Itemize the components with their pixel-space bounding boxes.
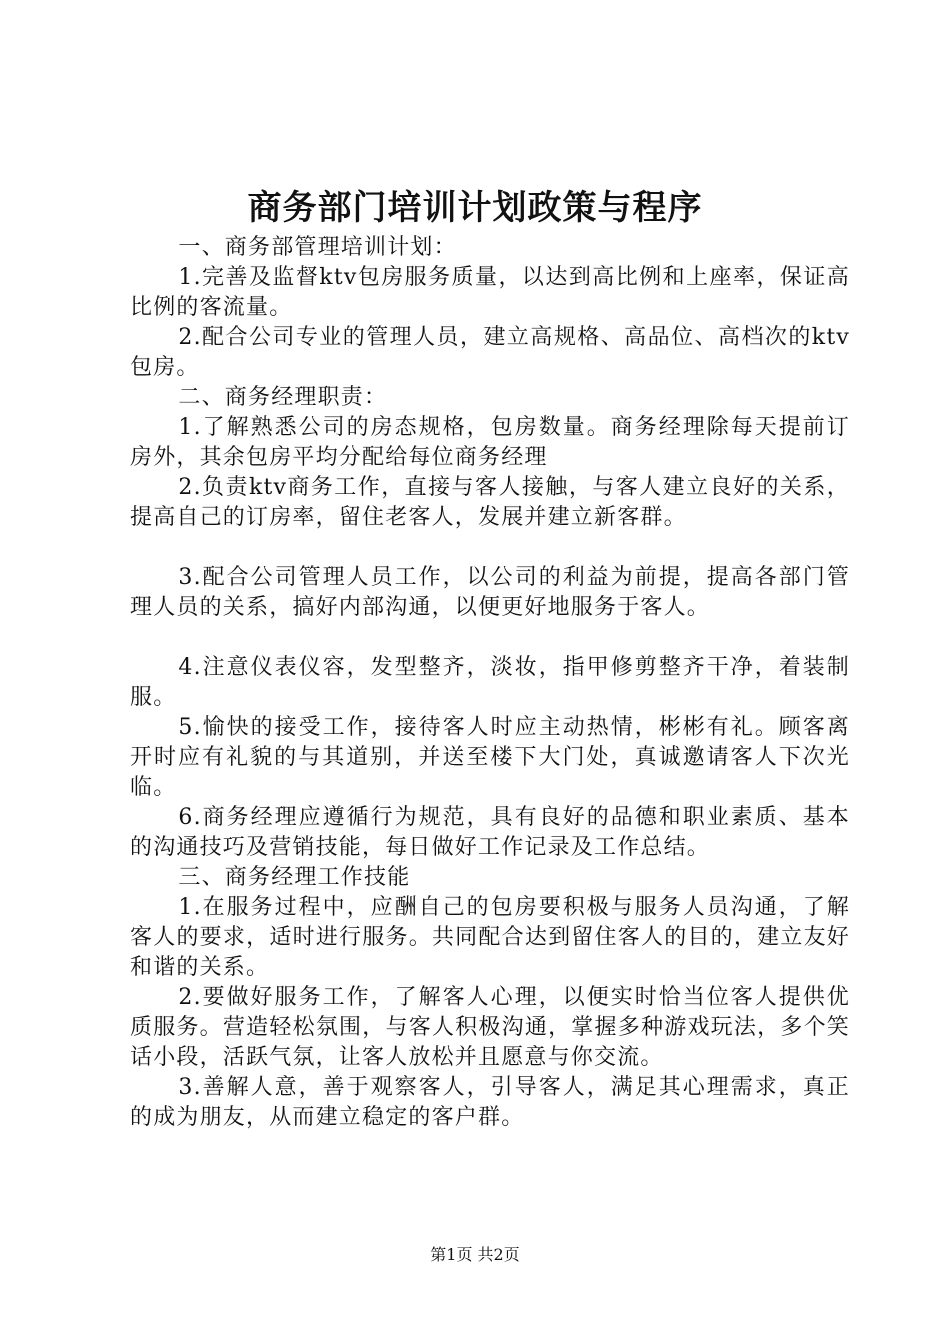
paragraph: 2.负责ktv商务工作，直接与客人接触，与客人建立良好的关系，提高自己的订房率，留住老客人，发展并建立新客群。 xyxy=(130,475,850,530)
paragraph: 2.配合公司专业的管理人员，建立高规格、高品位、高档次的ktv包房。 xyxy=(130,325,850,380)
paragraph: 1.在服务过程中，应酬自己的包房要积极与服务人员沟通，了解客人的要求，适时进行服务。共同配合达到留住客人的目的，建立友好和谐的关系。 xyxy=(130,895,850,980)
document-title: 商务部门培训计划政策与程序 xyxy=(247,188,703,228)
paragraph: 1.完善及监督ktv包房服务质量，以达到高比例和上座率，保证高比例的客流量。 xyxy=(130,265,850,320)
section-heading: 一、商务部管理培训计划： xyxy=(178,235,457,260)
paragraph: 3.配合公司管理人员工作，以公司的利益为前提，提高各部门管理人员的关系，搞好内部沟通，以便更好地服务于客人。 xyxy=(130,565,850,620)
document-body xyxy=(130,233,850,1133)
paragraph: 2.要做好服务工作，了解客人心理，以便实时恰当位客人提供优质服务。营造轻松氛围，与客人积极沟通，掌握多种游戏玩法，多个笑话小段，活跃气氛，让客人放松并且愿意与你交流。 xyxy=(130,985,850,1070)
paragraph: 4.注意仪表仪容，发型整齐，淡妆，指甲修剪整齐干净，着装制服。 xyxy=(130,655,850,710)
page-footer: 第1页 共2页 xyxy=(430,1245,520,1264)
blank-line xyxy=(130,533,850,563)
paragraph: 1.了解熟悉公司的房态规格，包房数量。商务经理除每天提前订房外，其余包房平均分配给每位商务经理 xyxy=(130,415,850,470)
paragraph: 3.善解人意，善于观察客人，引导客人，满足其心理需求，真正的成为朋友，从而建立稳定的客户群。 xyxy=(130,1075,850,1130)
section-heading: 二、商务经理职责： xyxy=(178,385,388,410)
paragraph: 6.商务经理应遵循行为规范，具有良好的品德和职业素质、基本的沟通技巧及营销技能，每日做好工作记录及工作总结。 xyxy=(130,805,850,860)
blank-line xyxy=(130,623,850,653)
section-heading: 三、商务经理工作技能 xyxy=(178,865,411,890)
paragraph: 5.愉快的接受工作，接待客人时应主动热情，彬彬有礼。顾客离开时应有礼貌的与其道别，并送至楼下大门处，真诚邀请客人下次光临。 xyxy=(130,715,850,800)
